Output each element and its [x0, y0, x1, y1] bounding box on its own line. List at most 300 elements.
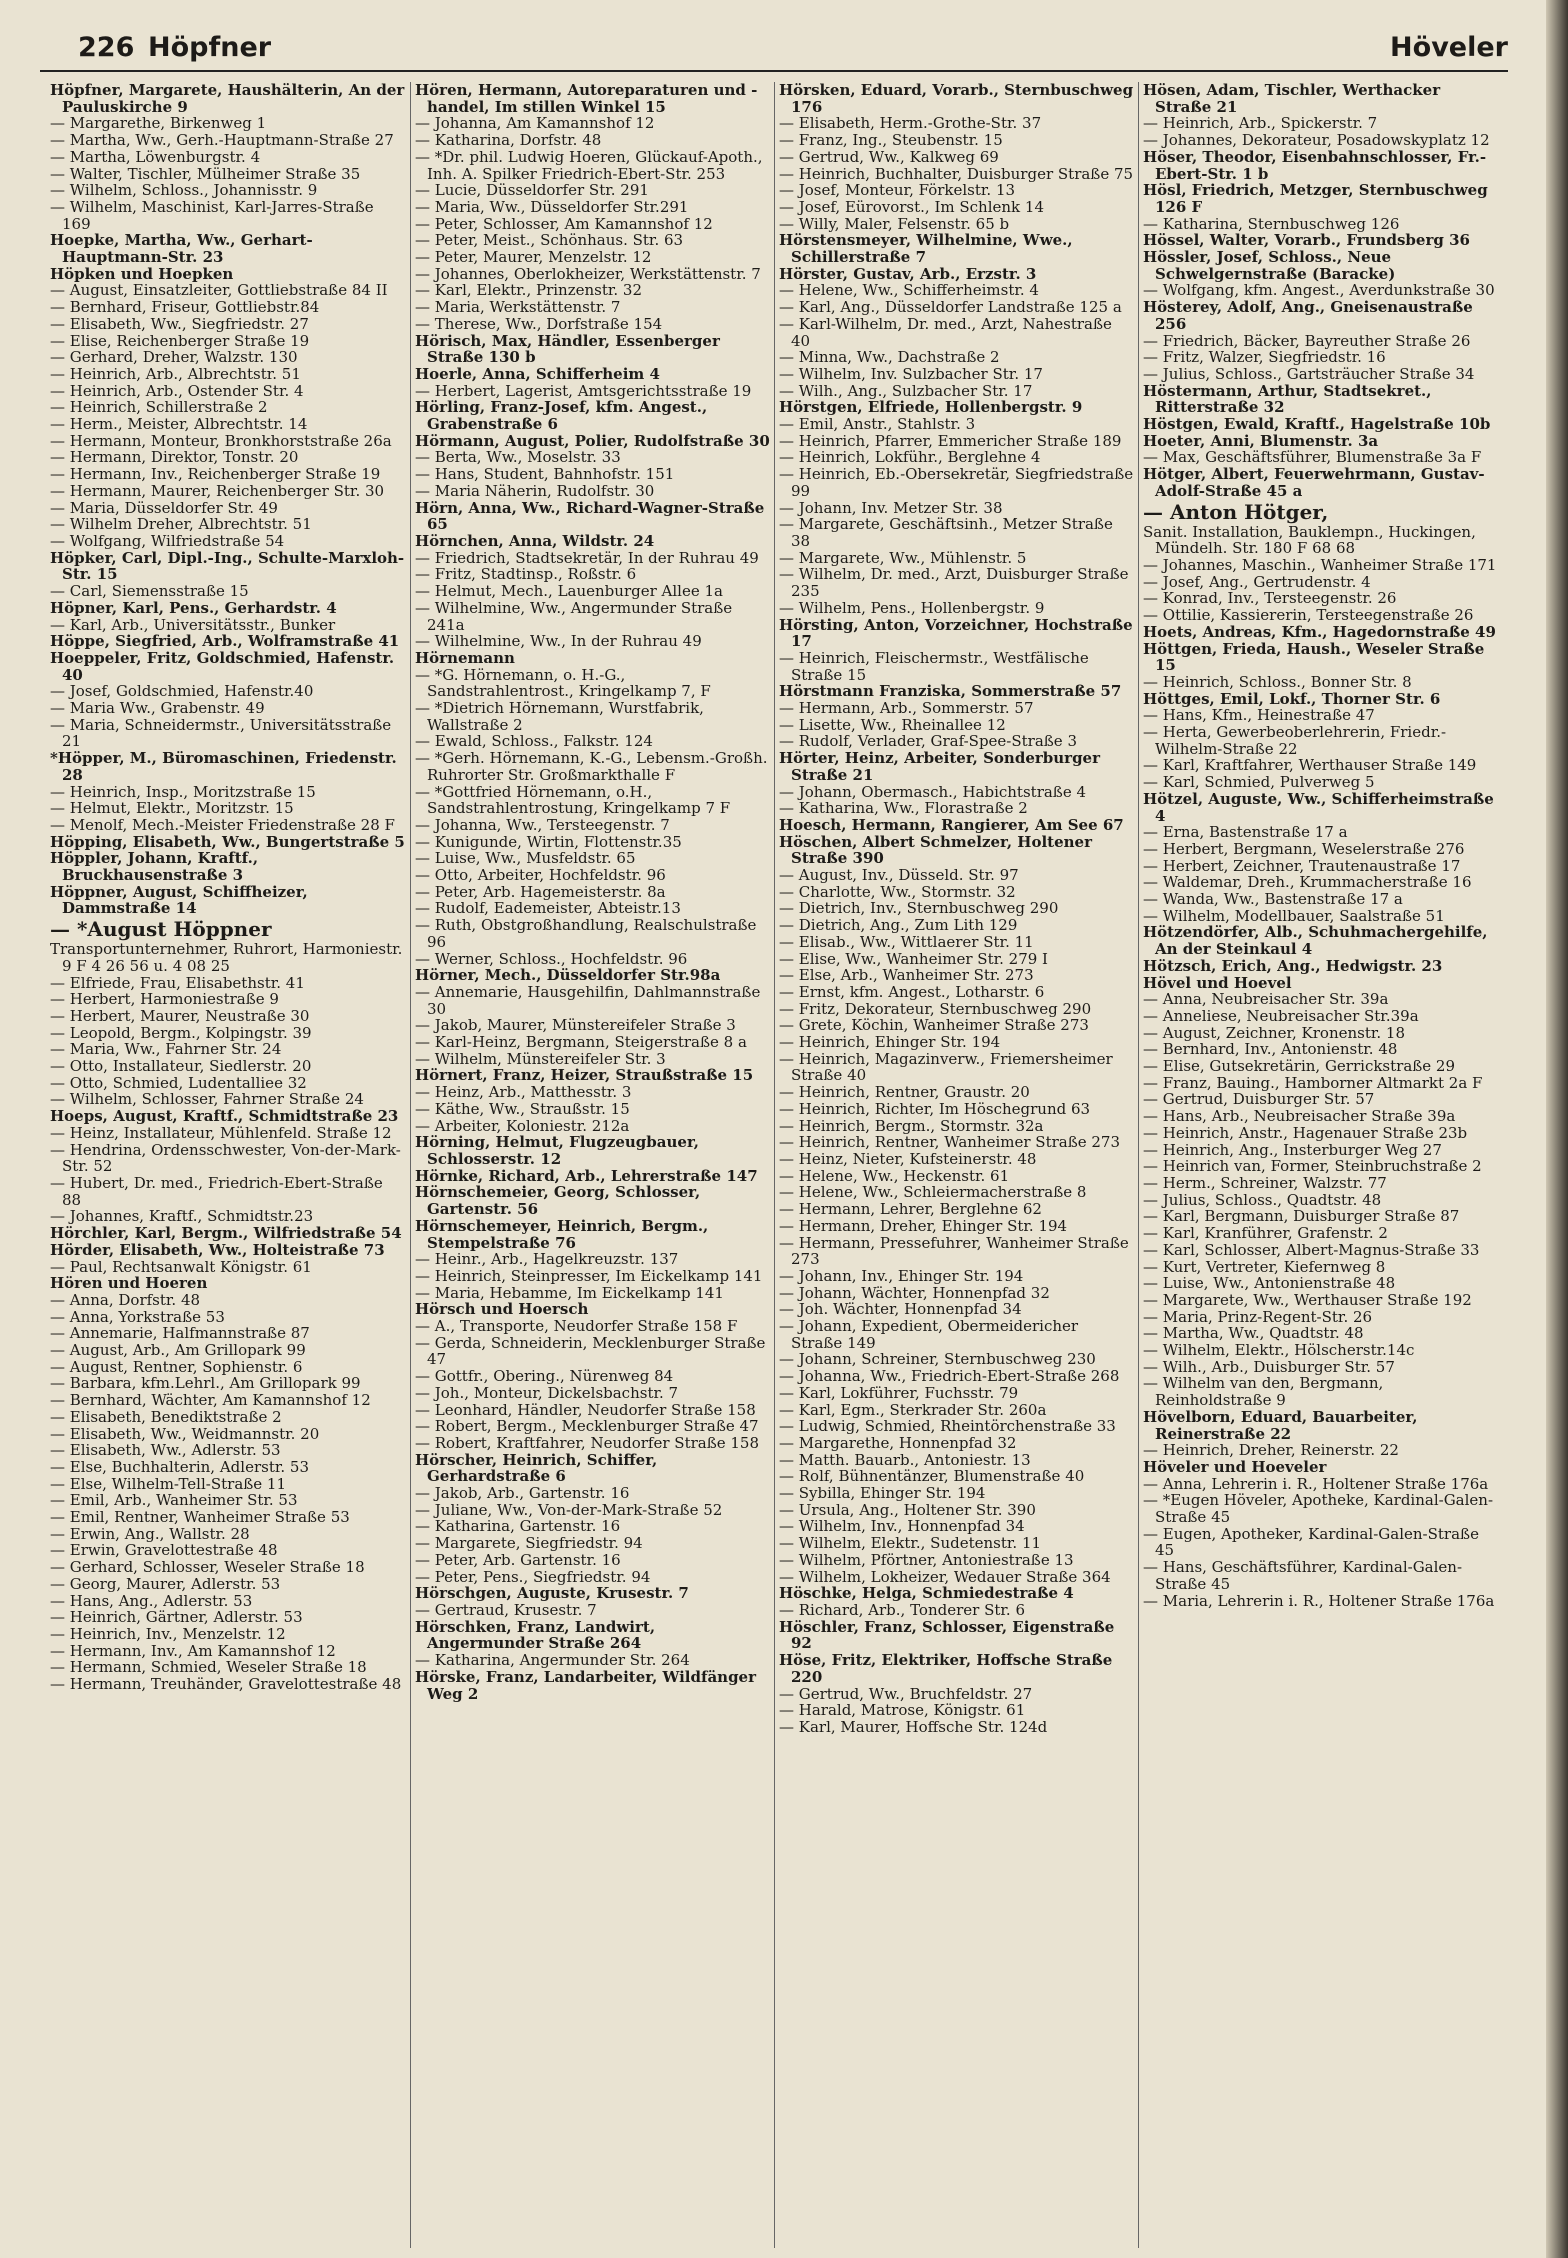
directory-entry: — Hermann, Dreher, Ehinger Str. 194	[779, 1216, 1068, 1235]
directory-entry: Hörn, Anna, Ww., Richard-Wagner-Straße 65	[415, 498, 765, 534]
directory-entry: — Julius, Schloss., Gartsträucher Straße 34	[1143, 364, 1475, 383]
directory-entry: Hörster, Gustav, Arb., Erzstr. 3	[779, 264, 1037, 283]
directory-entry: — Hans, Student, Bahnhofstr. 151	[415, 465, 675, 484]
directory-entry: — Leopold, Bergm., Kolpingstr. 39	[50, 1023, 312, 1042]
directory-entry: — Wilhelmine, Ww., Angermunder Straße 241a	[415, 598, 733, 634]
directory-entry: — Heinrich, Ehinger Str. 194	[779, 1033, 1001, 1052]
directory-entry: — Gertrud, Ww., Kalkweg 69	[779, 147, 999, 166]
directory-entry: — Wolfgang, Wilfriedstraße 54	[50, 531, 285, 550]
directory-entry: — Lisette, Ww., Rheinallee 12	[779, 715, 1006, 734]
directory-entry: — Johann, Expedient, Obermeidericher Straße 149	[779, 1317, 1079, 1352]
directory-entry: — Maria, Ww., Fahrner Str. 24	[50, 1040, 282, 1059]
directory-entry: — August, Arb., Am Grillopark 99	[50, 1341, 306, 1360]
directory-entry: — Johanna, Ww., Friedrich-Ebert-Straße 268	[779, 1367, 1120, 1386]
directory-entry: — Walter, Tischler, Mülheimer Straße 35	[50, 164, 361, 183]
directory-entry: — Heinrich, Rentner, Wanheimer Straße 273	[779, 1133, 1121, 1152]
directory-entry: Höpfner, Margarete, Haushälterin, An der Pauluskirche 9	[50, 82, 405, 116]
directory-entry: Höpken und Hoepken	[50, 264, 234, 283]
directory-entry: Hörnke, Richard, Arb., Lehrerstraße 147	[415, 1166, 758, 1185]
directory-entry: — Therese, Ww., Dorfstraße 154	[415, 314, 663, 333]
directory-entry: Sanit. Installation, Bauklempn., Huckingen, Mündelh. Str. 180 F 68 68	[1143, 522, 1476, 558]
directory-entry: — Dietrich, Inv., Sternbuschweg 290	[779, 899, 1059, 918]
directory-entry: — Wilhelm Dreher, Albrechtstr. 51	[50, 515, 312, 534]
directory-entry: — Heinrich, Schillerstraße 2	[50, 398, 268, 417]
directory-entry: — Wilhelm, Maschinist, Karl-Jarres-Straße 169	[50, 197, 374, 233]
directory-entry: — Johann, Obermasch., Habichtstraße 4	[779, 782, 1087, 801]
directory-entry: — Johannes, Kraftf., Schmidtstr.23	[50, 1207, 314, 1226]
directory-entry: — Margarete, Geschäftsinh., Metzer Straße 38	[779, 515, 1113, 550]
directory-entry: Hoets, Andreas, Kfm., Hagedornstraße 49	[1143, 622, 1496, 641]
directory-entry: Hoeppeler, Fritz, Goldschmied, Hafenstr. 40	[50, 648, 395, 684]
directory-entry: Hörschken, Franz, Landwirt, Angermunder Straße 264	[415, 1617, 656, 1653]
directory-entry: Hörmann, August, Polier, Rudolfstraße 30	[415, 431, 770, 450]
directory-entry: — Karl-Heinz, Bergmann, Steigerstraße 8 a	[415, 1033, 747, 1052]
page-edge-shadow	[1546, 0, 1568, 2258]
directory-entry: — Margarete, Ww., Mühlenstr. 5	[779, 548, 1027, 567]
directory-entry: Höstgen, Ewald, Kraftf., Hagelstraße 10b	[1143, 415, 1491, 434]
directory-entry: — Heinrich, Gärtner, Adlerstr. 53	[50, 1608, 303, 1627]
directory-entry: Hörske, Franz, Landarbeiter, Wildfänger Weg 2	[415, 1667, 757, 1703]
running-head-left: Höpfner	[148, 32, 272, 63]
directory-entry: — Martha, Löwenburgstr. 4	[50, 147, 261, 166]
directory-entry: — August, Einsatzleiter, Gottliebstraße 84 II	[50, 281, 388, 300]
directory-entry: — Leonhard, Händler, Neudorfer Straße 158	[415, 1400, 756, 1419]
directory-entry: — Gerhard, Schlosser, Weseler Straße 18	[50, 1558, 365, 1577]
directory-entry: — Katharina, Sternbuschweg 126	[1143, 214, 1400, 233]
directory-entry: — Katharina, Gartenstr. 16	[415, 1517, 621, 1536]
directory-entry: — Peter, Maurer, Menzelstr. 12	[415, 248, 652, 267]
directory-entry: — Herbert, Harmoniestraße 9	[50, 990, 279, 1009]
directory-entry: — Willy, Maler, Felsenstr. 65 b	[779, 214, 1010, 233]
directory-entry: — Peter, Arb. Gartenstr. 16	[415, 1550, 621, 1569]
directory-entry: Hörnemann	[415, 648, 515, 667]
directory-entry: — Karl, Lokführer, Fuchsstr. 79	[779, 1383, 1019, 1402]
directory-entry: — Heinrich, Ang., Insterburger Weg 27	[1143, 1140, 1442, 1159]
directory-entry: — Hermann, Maurer, Reichenberger Str. 30	[50, 481, 385, 500]
directory-entry: — August, Rentner, Sophienstr. 6	[50, 1357, 303, 1376]
directory-entry: — Charlotte, Ww., Stormstr. 32	[779, 882, 1016, 901]
directory-entry: — Maria Näherin, Rudolfstr. 30	[415, 481, 655, 500]
directory-entry: — Rudolf, Verlader, Graf-Spee-Straße 3	[779, 732, 1077, 751]
directory-entry: — Herbert, Zeichner, Trautenaustraße 17	[1143, 856, 1461, 875]
directory-entry: — Konrad, Inv., Tersteegenstr. 26	[1143, 589, 1397, 608]
directory-entry: Hövelborn, Eduard, Bauarbeiter, Reinerstraße 22	[1143, 1407, 1418, 1443]
directory-entry: — Anna, Neubreisacher Str. 39a	[1143, 990, 1389, 1009]
directory-entry: Höpker, Carl, Dipl.-Ing., Schulte-Marxloh-Str. 15	[50, 548, 405, 584]
directory-entry: — August, Inv., Düsseld. Str. 97	[779, 866, 1019, 885]
directory-entry: — Maria, Prinz-Regent-Str. 26	[1143, 1307, 1373, 1326]
directory-entry: — Heinrich, Magazinverw., Friemersheimer Straße 40	[779, 1049, 1113, 1085]
directory-entry: Hörder, Elisabeth, Ww., Holteistraße 73	[50, 1240, 385, 1259]
directory-entry: Hörnschemeier, Georg, Schlosser, Gartenstr. 56	[415, 1183, 701, 1219]
page-header	[40, 30, 1508, 72]
directory-entry: — Heinz, Installateur, Mühlenfeld. Straße 12	[50, 1123, 392, 1142]
directory-entry: — Hans, Ang., Adlerstr. 53	[50, 1591, 253, 1610]
directory-entry: — Anna, Dorfstr. 48	[50, 1290, 201, 1309]
directory-entry: — Herbert, Maurer, Neustraße 30	[50, 1006, 310, 1025]
directory-entry: Hörstgen, Elfriede, Hollenbergstr. 9	[779, 398, 1083, 417]
directory-entry: — Karl, Arb., Universitätsstr., Bunker	[50, 615, 336, 634]
directory-entry: — Josef, Ang., Gertrudenstr. 4	[1143, 572, 1371, 591]
directory-entry: — Wilhelm, Elektr., Hölscherstr.14c	[1143, 1341, 1415, 1360]
directory-entry: — Robert, Bergm., Mecklenburger Straße 47	[415, 1417, 759, 1436]
directory-entry: — Hermann, Schmied, Weseler Straße 18	[50, 1658, 367, 1677]
directory-entry: — Johannes, Dekorateur, Posadowskyplatz 12	[1143, 131, 1490, 150]
directory-entry: — Emil, Rentner, Wanheimer Straße 53	[50, 1508, 350, 1527]
directory-entry: — Elise, Ww., Wanheimer Str. 279 I	[779, 949, 1048, 968]
directory-entry: — Otto, Schmied, Ludentalliee 32	[50, 1073, 307, 1092]
running-head-right: Höveler	[1390, 32, 1508, 63]
directory-entry: — Maria, Schneidermstr., Universitätsstraße 21	[50, 715, 392, 751]
directory-entry: — Heinrich, Fleischermstr., Westfälische Straße 15	[779, 648, 1089, 684]
directory-entry: Hörsch und Hoersch	[415, 1300, 589, 1319]
directory-entry: — Heinz, Arb., Matthesstr. 3	[415, 1083, 632, 1102]
directory-entry: — Josef, Goldschmied, Hafenstr.40	[50, 682, 314, 701]
directory-entry: — Hubert, Dr. med., Friedrich-Ebert-Straße 88	[50, 1174, 383, 1209]
directory-entry: — *Gerh. Hörnemann, K.-G., Lebensm.-Großh. Ruhrorter Str. Großmarkthalle F	[415, 749, 768, 784]
directory-entry: — Hermann, Inv., Reichenberger Straße 19	[50, 465, 381, 484]
directory-entry: Hötzsch, Erich, Ang., Hedwigstr. 23	[1143, 956, 1443, 975]
directory-entry: — Wanda, Ww., Bastenstraße 17 a	[1143, 890, 1403, 909]
column-2	[410, 82, 774, 2248]
directory-entry: — Helene, Ww., Schleiermacherstraße 8	[779, 1183, 1087, 1202]
directory-entry: Höppner, August, Schiffheizer, Dammstraße 14	[50, 882, 308, 918]
directory-entry: — Margarete, Ww., Werthauser Straße 192	[1143, 1290, 1472, 1309]
directory-entry: — Else, Arb., Wanheimer Str. 273	[779, 966, 1034, 985]
directory-entry: — Menolf, Mech.-Meister Friedenstraße 28 F	[50, 815, 395, 834]
directory-entry: — Gertrud, Duisburger Str. 57	[1143, 1090, 1375, 1109]
directory-entry: — Julius, Schloss., Quadtstr. 48	[1143, 1190, 1382, 1209]
directory-entry: — Johann, Wächter, Honnenpfad 32	[779, 1283, 1050, 1302]
directory-entry: — Hans, Kfm., Heinestraße 47	[1143, 706, 1375, 725]
directory-entry: Hösl, Friedrich, Metzger, Sternbuschweg 126 F	[1143, 181, 1488, 216]
directory-entry: — Hans, Arb., Neubreisacher Straße 39a	[1143, 1107, 1456, 1126]
directory-entry: — Johanna, Ww., Tersteegenstr. 7	[415, 815, 670, 834]
directory-entry: — A., Transporte, Neudorfer Straße 158 F	[415, 1317, 738, 1336]
directory-entry: — Wilh., Ang., Sulzbacher Str. 17	[779, 381, 1033, 400]
directory-entry: — Berta, Ww., Moselstr. 33	[415, 448, 621, 467]
directory-entry: — Johannes, Oberlokheizer, Werkstättenstr. 7	[415, 264, 761, 283]
directory-entry: — Wilhelm, Schloss., Johannisstr. 9	[50, 181, 318, 200]
directory-entry: — Wolfgang, kfm. Angest., Averdunkstraße 30	[1143, 281, 1495, 300]
directory-entry: — Gottfr., Obering., Nürenweg 84	[415, 1367, 674, 1386]
directory-entry: — Karl, Ang., Düsseldorfer Landstraße 125 a	[779, 298, 1122, 317]
directory-entry: — Franz, Ing., Steubenstr. 15	[779, 131, 1003, 150]
directory-entry: — Wilhelm, Pförtner, Antoniestraße 13	[779, 1550, 1074, 1569]
directory-entry: — Barbara, kfm.Lehrl., Am Grillopark 99	[50, 1374, 361, 1393]
directory-entry: — Hendrina, Ordensschwester, Von-der-Mark-Str. 52	[50, 1140, 401, 1176]
directory-entry: — Heinr., Arb., Hagelkreuzstr. 137	[415, 1250, 679, 1269]
directory-entry: — Helene, Ww., Heckenstr. 61	[779, 1166, 1010, 1185]
directory-entry: — Martha, Ww., Gerh.-Hauptmann-Straße 27	[50, 131, 394, 150]
directory-entry: Hövel und Hoevel	[1143, 973, 1292, 992]
directory-entry: — Maria, Düsseldorfer Str. 49	[50, 498, 278, 517]
directory-entry: — Maria, Werkstättenstr. 7	[415, 298, 621, 317]
directory-entry: — Heinrich, Lokführ., Berglehne 4	[779, 448, 1041, 467]
directory-entry: — Heinrich, Richter, Im Höschegrund 63	[779, 1099, 1091, 1118]
directory-entry: — Heinrich, Arb., Albrechtstr. 51	[50, 364, 301, 383]
directory-entry: — Richard, Arb., Tonderer Str. 6	[779, 1600, 1025, 1619]
directory-entry: Höstermann, Arthur, Stadtsekret., Ritterstraße 32	[1143, 381, 1432, 417]
directory-entry: — Bernhard, Wächter, Am Kamannshof 12	[50, 1391, 371, 1410]
directory-entry: Höse, Fritz, Elektriker, Hoffsche Straße 220	[779, 1651, 1113, 1686]
column-1	[46, 82, 410, 2248]
directory-entry: — Johanna, Am Kamannshof 12	[415, 114, 655, 133]
directory-entry: — Minna, Ww., Dachstraße 2	[779, 348, 1000, 367]
directory-entry: — Annemarie, Halfmannstraße 87	[50, 1324, 310, 1343]
directory-entry: Transportunternehmer, Ruhrort, Harmoniestr. 9 F 4 26 56 u. 4 08 25	[50, 940, 403, 975]
directory-entry: — Erwin, Gravelottestraße 48	[50, 1541, 278, 1560]
directory-entry: — Herm., Meister, Albrechtstr. 14	[50, 415, 308, 434]
directory-entry: — Fritz, Stadtinsp., Roßstr. 6	[415, 565, 637, 584]
directory-entry: Hössler, Josef, Schloss., Neue Schwelgernstraße (Baracke)	[1143, 248, 1396, 283]
directory-entry: — *G. Hörnemann, o. H.-G., Sandstrahlentrost., Kringelkamp 7, F	[415, 665, 711, 701]
directory-entry: — Lucie, Düsseldorfer Str. 291	[415, 181, 649, 200]
directory-entry: Hören und Hoeren	[50, 1274, 208, 1293]
directory-entry: — Hermann, Monteur, Bronkhorststraße 26a	[50, 431, 392, 450]
page-number: 226	[78, 32, 135, 63]
directory-entry: — Hermann, Treuhänder, Gravelottestraße 48	[50, 1675, 402, 1694]
directory-entry: — Margarethe, Honnenpfad 32	[779, 1433, 1017, 1452]
directory-entry: — Juliane, Ww., Von-der-Mark-Straße 52	[415, 1500, 723, 1519]
directory-entry: Hörschgen, Auguste, Krusestr. 7	[415, 1584, 689, 1603]
directory-entry: — Helmut, Elektr., Moritzstr. 15	[50, 799, 294, 818]
directory-entry: — Harald, Matrose, Königstr. 61	[779, 1701, 1026, 1720]
directory-entry: — Ursula, Ang., Holtener Str. 390	[779, 1500, 1036, 1519]
directory-entry: — Karl, Maurer, Hoffsche Str. 124d	[779, 1717, 1048, 1736]
directory-entry: — Hermann, Arb., Sommerstr. 57	[779, 699, 1034, 718]
directory-entry: — Joh., Monteur, Dickelsbachstr. 7	[415, 1383, 679, 1402]
directory-entry: Hoesch, Hermann, Rangierer, Am See 67	[779, 815, 1124, 834]
directory-entry: Hörnschemeyer, Heinrich, Bergm., Stempelstraße 76	[415, 1216, 709, 1252]
directory-entry: — *Gottfried Hörnemann, o.H., Sandstrahlentrostung, Kringelkamp 7 F	[415, 782, 731, 818]
directory-entry: Hoeter, Anni, Blumenstr. 3a	[1143, 431, 1379, 450]
directory-entry: Hössel, Walter, Vorarb., Frundsberg 36	[1143, 231, 1470, 250]
directory-entry: — Fritz, Walzer, Siegfriedstr. 16	[1143, 348, 1386, 367]
directory-entry: — Wilh., Arb., Duisburger Str. 57	[1143, 1357, 1395, 1376]
directory-entry: — Johann, Inv., Ehinger Str. 194	[779, 1266, 1024, 1285]
directory-entry: — Rolf, Bühnentänzer, Blumenstraße 40	[779, 1467, 1085, 1486]
directory-entry: — Herm., Schreiner, Walzstr. 77	[1143, 1174, 1387, 1192]
directory-entry: — Ewald, Schloss., Falkstr. 124	[415, 732, 653, 751]
directory-entry: Hötzel, Auguste, Ww., Schifferheimstraße 4	[1143, 789, 1494, 825]
directory-entry: — Heinrich van, Former, Steinbruchstraße 2	[1143, 1157, 1482, 1176]
directory-entry: — Elisabeth, Benediktstraße 2	[50, 1407, 282, 1426]
directory-entry: Hötger, Albert, Feuerwehrmann, Gustav-Adolf-Straße 45 a	[1143, 465, 1485, 500]
directory-entry: — Friedrich, Stadtsekretär, In der Ruhrau 49	[415, 548, 759, 567]
directory-entry: — Katharina, Angermunder Str. 264	[415, 1651, 690, 1670]
directory-entry: — Else, Wilhelm-Tell-Straße 11	[50, 1474, 287, 1493]
directory-entry: — *Dr. phil. Ludwig Hoeren, Glückauf-Apoth., Inh. A. Spilker Friedrich-Ebert-Str. 253	[415, 147, 763, 183]
directory-entry: Hörsting, Anton, Vorzeichner, Hochstraße 17	[779, 615, 1133, 651]
directory-entry: — Katharina, Ww., Florastraße 2	[779, 799, 1028, 818]
directory-entry: Höschler, Franz, Schlosser, Eigenstraße 92	[779, 1617, 1115, 1653]
directory-entry: — Margarethe, Birkenweg 1	[50, 114, 267, 133]
directory-entry: — Peter, Schlosser, Am Kamannshof 12	[415, 214, 713, 233]
directory-entry: — Josef, Monteur, Förkelstr. 13	[779, 181, 1016, 200]
directory-entry: — Käthe, Ww., Straußstr. 15	[415, 1099, 630, 1118]
directory-entry: — Hermann, Lehrer, Berglehne 62	[779, 1200, 1042, 1219]
directory-entry: — Elfriede, Frau, Elisabethstr. 41	[50, 973, 305, 992]
directory-entry: Hötzendörfer, Alb., Schuhmachergehilfe, An der Steinkaul 4	[1143, 923, 1488, 959]
directory-entry: Hörner, Mech., Düsseldorfer Str.98a	[415, 966, 721, 985]
directory-entry: — Anna, Lehrerin i. R., Holtener Straße 176a	[1143, 1474, 1489, 1493]
directory-entry: — Heinrich, Bergm., Stormstr. 32a	[779, 1116, 1044, 1135]
directory-entry: — Heinrich, Dreher, Reinerstr. 22	[1143, 1441, 1399, 1460]
directory-entry: Höser, Theodor, Eisenbahnschlosser, Fr.-Ebert-Str. 1 b	[1143, 147, 1487, 183]
directory-entry: — Elisabeth, Herm.-Grothe-Str. 37	[779, 114, 1042, 133]
directory-entry: — Karl, Schlosser, Albert-Magnus-Straße 33	[1143, 1240, 1480, 1259]
directory-entry: — Hermann, Direktor, Tonstr. 20	[50, 448, 299, 467]
directory-entry: — Karl, Schmied, Pulverweg 5	[1143, 773, 1375, 792]
directory-entry: — Friedrich, Bäcker, Bayreuther Straße 26	[1143, 331, 1471, 350]
directory-entry: Höschen, Albert Schmelzer, Holtener Straße 390	[779, 832, 1092, 868]
directory-entry: — August, Zeichner, Kronenstr. 18	[1143, 1023, 1406, 1042]
directory-entry: — Ernst, kfm. Angest., Lotharstr. 6	[779, 982, 1045, 1001]
directory-entry: — Gertraud, Krusestr. 7	[415, 1600, 597, 1619]
directory-entry: Hösterey, Adolf, Ang., Gneisenaustraße 256	[1143, 298, 1473, 333]
directory-entry: — Grete, Köchin, Wanheimer Straße 273	[779, 1016, 1089, 1035]
directory-entry: — Bernhard, Friseur, Gottliebstr.84	[50, 298, 320, 317]
directory-entry: — Ruth, Obstgroßhandlung, Realschulstraße 96	[415, 916, 757, 951]
directory-entry: — *Dietrich Hörnemann, Wurstfabrik, Wallstraße 2	[415, 699, 704, 734]
directory-entry: — Paul, Rechtsanwalt Königstr. 61	[50, 1257, 312, 1276]
directory-entry: Hoerle, Anna, Schifferheim 4	[415, 364, 660, 383]
directory-entry: — Josef, Eürovorst., Im Schlenk 14	[779, 197, 1044, 216]
directory-entry: — Johann, Schreiner, Sternbuschweg 230	[779, 1350, 1096, 1369]
directory-entry: — Jakob, Arb., Gartenstr. 16	[415, 1484, 630, 1503]
directory-entry: Höttgen, Frieda, Haush., Weseler Straße 15	[1143, 639, 1485, 675]
directory-entry: Hörnert, Franz, Heizer, Straußstraße 15	[415, 1066, 754, 1085]
directory-entry: — Karl, Bergmann, Duisburger Straße 87	[1143, 1207, 1460, 1226]
directory-entry: — Peter, Pens., Siegfriedstr. 94	[415, 1567, 651, 1586]
directory-entry: — Franz, Bauing., Hamborner Altmarkt 2a F	[1143, 1073, 1483, 1092]
directory-entry: — Karl, Kraftfahrer, Werthauser Straße 149	[1143, 756, 1477, 775]
directory-entry: Hörling, Franz-Josef, kfm. Angest., Grabenstraße 6	[415, 398, 708, 434]
directory-entry: — Hermann, Inv., Am Kamannshof 12	[50, 1641, 336, 1660]
directory-entry: — Heinrich, Rentner, Graustr. 20	[779, 1083, 1030, 1102]
directory-entry: — Erna, Bastenstraße 17 a	[1143, 823, 1348, 842]
directory-entry: *Höpper, M., Büromaschinen, Friedenstr. 28	[50, 749, 397, 784]
directory-entry: — Maria Ww., Grabenstr. 49	[50, 699, 265, 718]
directory-entry: — Arbeiter, Koloniestr. 212a	[415, 1116, 630, 1135]
directory-entry: — Wilhelm, Elektr., Sudetenstr. 11	[779, 1534, 1042, 1553]
directory-entry: — Wilhelmine, Ww., In der Ruhrau 49	[415, 632, 702, 651]
directory-entry: — Karl, Egm., Sterkrader Str. 260a	[779, 1400, 1047, 1419]
directory-entry: — Eugen, Apotheker, Kardinal-Galen-Straße 45	[1143, 1524, 1479, 1560]
directory-entry: — Herbert, Lagerist, Amtsgerichtsstraße 19	[415, 381, 752, 400]
directory-entry: Hörsken, Eduard, Vorarb., Sternbuschweg 176	[779, 82, 1134, 116]
directory-entry: — Maria, Lehrerin i. R., Holtener Straße 176a	[1143, 1591, 1495, 1610]
directory-entry: Hoeps, August, Kraftf., Schmidtstraße 23	[50, 1107, 399, 1126]
directory-entry: — Jakob, Maurer, Münstereifeler Straße 3	[415, 1016, 736, 1035]
directory-entry: — Gerda, Schneiderin, Mecklenburger Straße 47	[415, 1333, 766, 1369]
directory-entry: Hörstmann Franziska, Sommerstraße 57	[779, 682, 1122, 701]
directory-entry: — Elisabeth, Ww., Adlerstr. 53	[50, 1441, 281, 1460]
directory-entry: — Annemarie, Hausgehilfin, Dahlmannstraße 30	[415, 982, 761, 1018]
directory-entry: Hörchler, Karl, Bergm., Wilfriedstraße 54	[50, 1224, 402, 1243]
directory-entry: — Wilhelm van den, Bergmann, Reinholdstraße 9	[1143, 1374, 1384, 1410]
directory-entry: — Wilhelm, Dr. med., Arzt, Duisburger Straße 235	[779, 565, 1129, 601]
directory-entry: — Johannes, Maschin., Wanheimer Straße 171	[1143, 555, 1497, 574]
directory-entry: — Else, Buchhalterin, Adlerstr. 53	[50, 1457, 309, 1476]
directory-entry: — Matth. Bauarb., Antoniestr. 13	[779, 1450, 1031, 1469]
directory-entry: — Helmut, Mech., Lauenburger Allee 1a	[415, 582, 723, 601]
directory-entry: Hörnchen, Anna, Wildstr. 24	[415, 531, 655, 550]
directory-entry: — Wilhelm, Inv. Sulzbacher Str. 17	[779, 364, 1043, 383]
directory-entry: — Gerhard, Dreher, Walzstr. 130	[50, 348, 298, 367]
directory-entry: — Elise, Gutsekretärin, Gerrickstraße 29	[1143, 1057, 1456, 1076]
directory-entry: — Fritz, Dekorateur, Sternbuschweg 290	[779, 999, 1092, 1018]
directory-entry: — Johann, Inv. Metzer Str. 38	[779, 498, 1003, 517]
directory-entry: — Karl, Kranführer, Grafenstr. 2	[1143, 1224, 1388, 1243]
directory-entry: — Otto, Installateur, Siedlerstr. 20	[50, 1057, 312, 1076]
directory-entry: — Heinrich, Buchhalter, Duisburger Straße 75	[779, 164, 1134, 183]
directory-entry: — Helene, Ww., Schifferheimstr. 4	[779, 281, 1039, 300]
directory-entry: — Heinrich, Schloss., Bonner Str. 8	[1143, 672, 1412, 691]
columns	[46, 82, 1516, 2248]
directory-entry: — Sybilla, Ehinger Str. 194	[779, 1484, 986, 1503]
directory-entry: — Wilhelm, Lokheizer, Wedauer Straße 364	[779, 1567, 1111, 1586]
directory-entry: — Rudolf, Eademeister, Abteistr.13	[415, 899, 681, 918]
column-3	[774, 82, 1138, 2248]
directory-entry: — Heinrich, Arb., Ostender Str. 4	[50, 381, 304, 400]
directory-entry: — Wilhelm, Inv., Honnenpfad 34	[779, 1517, 1025, 1536]
directory-entry: — Heinz, Nieter, Kufsteinerstr. 48	[779, 1150, 1037, 1168]
directory-entry: Hörscher, Heinrich, Schiffer, Gerhardstraße 6	[415, 1450, 658, 1486]
directory-entry: Höttges, Emil, Lokf., Thorner Str. 6	[1143, 689, 1441, 708]
directory-entry: — Elisabeth, Ww., Weidmannstr. 20	[50, 1424, 320, 1443]
directory-entry: — Bernhard, Inv., Antonienstr. 48	[1143, 1040, 1398, 1059]
directory-entry: Hörning, Helmut, Flugzeugbauer, Schlosserstr. 12	[415, 1133, 699, 1168]
directory-entry: — Anton Hötger,	[1143, 499, 1329, 524]
directory-entry: Höveler und Hoeveler	[1143, 1457, 1327, 1476]
directory-entry: — Wilhelm, Modellbauer, Saalstraße 51	[1143, 906, 1445, 925]
directory-entry: — Martha, Ww., Quadtstr. 48	[1143, 1324, 1364, 1343]
directory-entry: — Elise, Reichenberger Straße 19	[50, 331, 310, 350]
directory-entry: — Katharina, Dorfstr. 48	[415, 131, 602, 150]
directory-entry: Höppe, Siegfried, Arb., Wolframstraße 41	[50, 632, 400, 651]
directory-entry: — Maria, Ww., Düsseldorfer Str.291	[415, 197, 689, 216]
directory-entry: — Heinrich, Anstr., Hagenauer Straße 23b	[1143, 1123, 1468, 1142]
directory-entry: — Kunigunde, Wirtin, Flottenstr.35	[415, 832, 682, 851]
column-4	[1138, 82, 1502, 2248]
directory-entry: Hörstensmeyer, Wilhelmine, Wwe., Schillerstraße 7	[779, 231, 1073, 267]
directory-entry: — Wilhelm, Pens., Hollenbergstr. 9	[779, 598, 1045, 617]
directory-entry: — Peter, Arb. Hagemeisterstr. 8a	[415, 882, 666, 901]
directory-entry: — Ludwig, Schmied, Rheintörchenstraße 33	[779, 1417, 1116, 1436]
directory-entry: Hoepke, Martha, Ww., Gerhart-Hauptmann-Str. 23	[50, 231, 313, 267]
directory-entry: — Kurt, Vertreter, Kiefernweg 8	[1143, 1257, 1386, 1276]
directory-entry: — Robert, Kraftfahrer, Neudorfer Straße 158	[415, 1433, 760, 1452]
directory-entry: — Heinrich, Pfarrer, Emmericher Straße 189	[779, 431, 1122, 450]
directory-entry: — Otto, Arbeiter, Hochfeldstr. 96	[415, 866, 666, 885]
directory-entry: Höschke, Helga, Schmiedestraße 4	[779, 1584, 1074, 1603]
directory-entry: — *Eugen Höveler, Apotheke, Kardinal-Galen-Straße 45	[1143, 1491, 1494, 1527]
directory-entry: — Max, Geschäftsführer, Blumenstraße 3a F	[1143, 448, 1482, 467]
directory-entry: Hörter, Heinz, Arbeiter, Sonderburger Straße 21	[779, 749, 1100, 784]
directory-entry: — *August Höppner	[50, 917, 272, 942]
directory-entry: — Maria, Hebamme, Im Eickelkamp 141	[415, 1283, 724, 1302]
directory-entry: — Wilhelm, Münstereifeler Str. 3	[415, 1049, 666, 1068]
directory-entry: — Herbert, Bergmann, Weselerstraße 276	[1143, 839, 1465, 858]
directory-entry: — Herta, Gewerbeoberlehrerin, Friedr.-Wilhelm-Straße 22	[1143, 723, 1447, 758]
directory-entry: — Heinrich, Inv., Menzelstr. 12	[50, 1624, 286, 1643]
directory-entry: Hösen, Adam, Tischler, Werthacker Straße 21	[1143, 82, 1441, 116]
directory-entry: Höpner, Karl, Pens., Gerhardstr. 4	[50, 598, 337, 617]
directory-entry: — Elisab., Ww., Wittlaerer Str. 11	[779, 932, 1034, 951]
directory-entry: — Joh. Wächter, Honnenpfad 34	[779, 1300, 1022, 1319]
